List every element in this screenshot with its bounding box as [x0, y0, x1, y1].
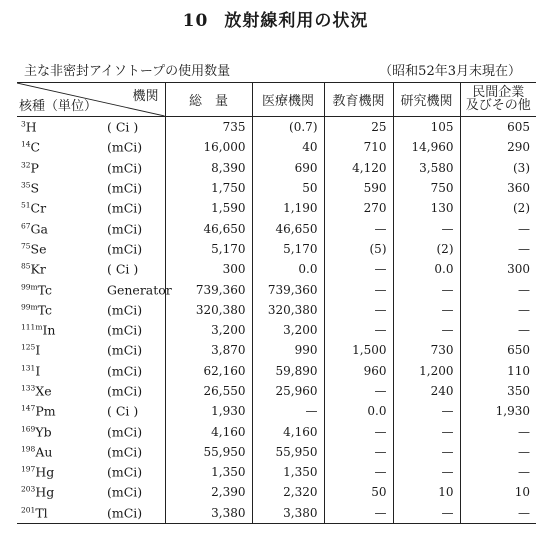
table-caption: 主な非密封アイソトープの使用数量	[24, 64, 231, 79]
unit-label: ( Ci )	[107, 261, 139, 277]
table-row	[17, 198, 536, 218]
section-title: 放射線利用の状況	[224, 11, 369, 31]
nuclide-label	[21, 465, 54, 480]
table-body	[17, 117, 536, 524]
nuclide-cell	[17, 442, 165, 462]
private-cell: —	[460, 320, 536, 340]
table-row	[17, 218, 536, 238]
private-cell: 290	[460, 137, 536, 157]
unit-label: (mCi)	[107, 180, 143, 196]
element-symbol: Hg	[35, 464, 55, 480]
element-symbol: Cr	[30, 200, 47, 216]
research-cell: (2)	[393, 239, 460, 259]
private-cell: (2)	[460, 198, 536, 218]
mass-number: 198	[21, 444, 36, 454]
medical-cell: 46,650	[252, 218, 324, 238]
element-symbol: Tc	[37, 282, 53, 298]
unit-label: (mCi)	[107, 302, 143, 318]
element-symbol: I	[35, 342, 41, 358]
nuclide-label	[21, 302, 52, 317]
private-cell: 10	[460, 482, 536, 502]
private-cell: 605	[460, 117, 536, 138]
private-cell: 360	[460, 178, 536, 198]
mass-number: 197	[21, 464, 36, 474]
education-cell: —	[324, 300, 393, 320]
header-private	[460, 83, 536, 117]
element-symbol: In	[42, 322, 56, 338]
nuclide-label	[21, 363, 40, 378]
element-symbol: Ga	[30, 221, 48, 237]
nuclide-label	[21, 262, 46, 277]
education-cell: 270	[324, 198, 393, 218]
nuclide-label	[21, 485, 54, 500]
unit-label: ( Ci )	[107, 119, 139, 135]
medical-cell: 2,320	[252, 482, 324, 502]
medical-cell: 50	[252, 178, 324, 198]
education-cell: 50	[324, 482, 393, 502]
unit-label: (mCi)	[107, 383, 143, 399]
education-cell: —	[324, 503, 393, 524]
unit-label: (mCi)	[107, 342, 143, 358]
medical-cell: 3,200	[252, 320, 324, 340]
nuclide-label	[21, 160, 39, 175]
private-cell: (3)	[460, 158, 536, 178]
education-cell: 710	[324, 137, 393, 157]
table-row	[17, 361, 536, 381]
nuclide-label	[21, 343, 40, 358]
mass-number: 169	[21, 423, 36, 433]
private-cell: 300	[460, 259, 536, 279]
medical-cell: 739,360	[252, 279, 324, 299]
nuclide-label	[21, 120, 37, 135]
total-cell: 55,950	[165, 442, 252, 462]
as-of-date: （昭和52年3月末現在）	[379, 64, 521, 79]
medical-cell: 0.0	[252, 259, 324, 279]
mass-number: 99m	[21, 302, 38, 312]
element-symbol: Yb	[35, 424, 52, 440]
unit-label: (mCi)	[107, 484, 143, 500]
element-symbol: Pm	[35, 403, 56, 419]
total-cell: 4,160	[165, 421, 252, 441]
nuclide-cell	[17, 259, 165, 279]
element-symbol: I	[35, 363, 41, 379]
private-cell: 1,930	[460, 401, 536, 421]
total-cell: 16,000	[165, 137, 252, 157]
unit-label: (mCi)	[107, 505, 143, 521]
education-cell: —	[324, 421, 393, 441]
nuclide-cell	[17, 421, 165, 441]
table-row	[17, 482, 536, 502]
unit-label: (mCi)	[107, 139, 143, 155]
private-cell: —	[460, 421, 536, 441]
medical-cell: (0.7)	[252, 117, 324, 138]
private-cell: 350	[460, 381, 536, 401]
total-cell: 739,360	[165, 279, 252, 299]
unit-label: (mCi)	[107, 464, 143, 480]
medical-cell: 1,190	[252, 198, 324, 218]
nuclide-cell	[17, 158, 165, 178]
nuclide-cell	[17, 300, 165, 320]
table-row	[17, 462, 536, 482]
nuclide-cell	[17, 137, 165, 157]
education-cell: 960	[324, 361, 393, 381]
medical-cell: 3,380	[252, 503, 324, 524]
nuclide-cell	[17, 401, 165, 421]
total-cell: 62,160	[165, 361, 252, 381]
section-number: 10	[182, 11, 209, 31]
table-row	[17, 158, 536, 178]
research-cell: 10	[393, 482, 460, 502]
unit-label: ( Ci )	[107, 403, 139, 419]
nuclide-cell	[17, 381, 165, 401]
medical-cell: 990	[252, 340, 324, 360]
unit-label: (mCi)	[107, 424, 143, 440]
table-row	[17, 320, 536, 340]
element-symbol: S	[30, 180, 40, 196]
header-education: 教育機関	[324, 83, 393, 117]
header-medical: 医療機関	[252, 83, 324, 117]
element-symbol: P	[30, 160, 39, 176]
research-cell: —	[393, 401, 460, 421]
table-row	[17, 117, 536, 138]
private-cell: —	[460, 218, 536, 238]
education-cell: 590	[324, 178, 393, 198]
unit-label: (mCi)	[107, 322, 143, 338]
total-cell: 3,380	[165, 503, 252, 524]
research-cell: —	[393, 320, 460, 340]
element-symbol: Tl	[35, 505, 48, 521]
table-row	[17, 503, 536, 524]
research-cell: —	[393, 279, 460, 299]
table-row	[17, 401, 536, 421]
nuclide-cell	[17, 462, 165, 482]
header-institution-label: 機関	[132, 89, 159, 104]
medical-cell: 4,160	[252, 421, 324, 441]
nuclide-label	[21, 282, 52, 297]
total-cell: 1,750	[165, 178, 252, 198]
education-cell: —	[324, 279, 393, 299]
education-cell: —	[324, 442, 393, 462]
education-cell: 25	[324, 117, 393, 138]
table-row	[17, 178, 536, 198]
table-row	[17, 300, 536, 320]
nuclide-cell	[17, 340, 165, 360]
unit-label: (mCi)	[107, 241, 143, 257]
medical-cell: 320,380	[252, 300, 324, 320]
nuclide-cell	[17, 320, 165, 340]
private-cell: —	[460, 462, 536, 482]
nuclide-cell	[17, 482, 165, 502]
private-cell: 110	[460, 361, 536, 381]
mass-number: 111m	[21, 322, 43, 332]
education-cell: 4,120	[324, 158, 393, 178]
total-cell: 320,380	[165, 300, 252, 320]
medical-cell: 690	[252, 158, 324, 178]
header-private-line1: 民間企業	[472, 85, 525, 100]
nuclide-label	[21, 505, 48, 520]
education-cell: —	[324, 381, 393, 401]
nuclide-cell	[17, 178, 165, 198]
element-symbol: Tc	[37, 302, 53, 318]
research-cell: —	[393, 421, 460, 441]
nuclide-cell	[17, 218, 165, 238]
unit-label: (mCi)	[107, 444, 143, 460]
mass-number: 131	[21, 363, 36, 373]
nuclide-label	[21, 201, 46, 216]
mass-number: 35	[21, 180, 31, 190]
table-row	[17, 239, 536, 259]
education-cell: —	[324, 218, 393, 238]
total-cell: 3,200	[165, 320, 252, 340]
total-cell: 1,350	[165, 462, 252, 482]
mass-number: 14	[21, 139, 31, 149]
nuclide-label	[21, 140, 40, 155]
private-cell: —	[460, 503, 536, 524]
research-cell: —	[393, 442, 460, 462]
table-row	[17, 279, 536, 299]
table-row	[17, 381, 536, 401]
nuclide-cell	[17, 239, 165, 259]
total-cell: 1,590	[165, 198, 252, 218]
medical-cell: 1,350	[252, 462, 324, 482]
header-research: 研究機関	[393, 83, 460, 117]
mass-number: 147	[21, 403, 36, 413]
mass-number: 203	[21, 484, 36, 494]
table-row	[17, 442, 536, 462]
nuclide-cell	[17, 198, 165, 218]
unit-label: (mCi)	[107, 363, 143, 379]
research-cell: 240	[393, 381, 460, 401]
total-cell: 1,930	[165, 401, 252, 421]
table-row	[17, 137, 536, 157]
mass-number: 99m	[21, 281, 38, 291]
nuclide-label	[21, 444, 52, 459]
table-row	[17, 421, 536, 441]
element-symbol: H	[25, 119, 37, 135]
header-corner	[17, 83, 165, 117]
education-cell: —	[324, 320, 393, 340]
research-cell: —	[393, 300, 460, 320]
private-cell: 650	[460, 340, 536, 360]
mass-number: 67	[21, 220, 31, 230]
mass-number: 85	[21, 261, 31, 271]
unit-label: (mCi)	[107, 160, 143, 176]
unit-label: (mCi)	[107, 200, 143, 216]
nuclide-label	[21, 404, 56, 419]
total-cell: 8,390	[165, 158, 252, 178]
nuclide-label	[21, 221, 48, 236]
research-cell: 3,580	[393, 158, 460, 178]
nuclide-cell	[17, 279, 172, 299]
mass-number: 3	[21, 119, 26, 129]
nuclide-cell	[17, 503, 165, 524]
element-symbol: Xe	[35, 383, 52, 399]
total-cell: 3,870	[165, 340, 252, 360]
mass-number: 201	[21, 505, 36, 515]
nuclide-cell	[17, 361, 165, 381]
nuclide-label	[21, 241, 47, 256]
mass-number: 32	[21, 160, 31, 170]
nuclide-label	[21, 181, 39, 196]
total-cell: 300	[165, 259, 252, 279]
mass-number: 133	[21, 383, 36, 393]
header-private-line2: 及びその他	[465, 98, 531, 113]
medical-cell: 40	[252, 137, 324, 157]
element-symbol: Au	[35, 444, 53, 460]
medical-cell: 59,890	[252, 361, 324, 381]
private-cell: —	[460, 239, 536, 259]
table-row	[17, 340, 536, 360]
unit-label: Generator	[107, 282, 172, 298]
mass-number: 125	[21, 342, 36, 352]
mass-number: 51	[21, 200, 31, 210]
header-nuclide-label: 核種（単位）	[19, 99, 98, 114]
research-cell: 0.0	[393, 259, 460, 279]
education-cell: —	[324, 259, 393, 279]
private-cell: —	[460, 279, 536, 299]
total-cell: 735	[165, 117, 252, 138]
research-cell: 730	[393, 340, 460, 360]
education-cell: 0.0	[324, 401, 393, 421]
research-cell: 105	[393, 117, 460, 138]
element-symbol: C	[30, 139, 41, 155]
research-cell: 14,960	[393, 137, 460, 157]
mass-number: 75	[21, 241, 31, 251]
medical-cell: 5,170	[252, 239, 324, 259]
total-cell: 26,550	[165, 381, 252, 401]
nuclide-label	[21, 424, 52, 439]
unit-label: (mCi)	[107, 221, 143, 237]
nuclide-cell	[17, 117, 165, 138]
total-cell: 46,650	[165, 218, 252, 238]
medical-cell: 55,950	[252, 442, 324, 462]
medical-cell: —	[252, 401, 324, 421]
private-cell: —	[460, 300, 536, 320]
private-cell: —	[460, 442, 536, 462]
research-cell: —	[393, 503, 460, 524]
page-title	[0, 6, 551, 31]
nuclide-label	[21, 384, 52, 399]
header-row	[17, 83, 536, 117]
header-total: 総 量	[165, 83, 252, 117]
element-symbol: Se	[30, 241, 47, 257]
medical-cell: 25,960	[252, 381, 324, 401]
total-cell: 5,170	[165, 239, 252, 259]
table-row	[17, 259, 536, 279]
education-cell: 1,500	[324, 340, 393, 360]
research-cell: 1,200	[393, 361, 460, 381]
research-cell: —	[393, 218, 460, 238]
isotope-usage-table	[17, 82, 536, 524]
nuclide-label	[21, 323, 55, 338]
research-cell: 750	[393, 178, 460, 198]
education-cell: (5)	[324, 239, 393, 259]
total-cell: 2,390	[165, 482, 252, 502]
education-cell: —	[324, 462, 393, 482]
research-cell: 130	[393, 198, 460, 218]
element-symbol: Kr	[30, 261, 46, 277]
element-symbol: Hg	[35, 484, 55, 500]
research-cell: —	[393, 462, 460, 482]
